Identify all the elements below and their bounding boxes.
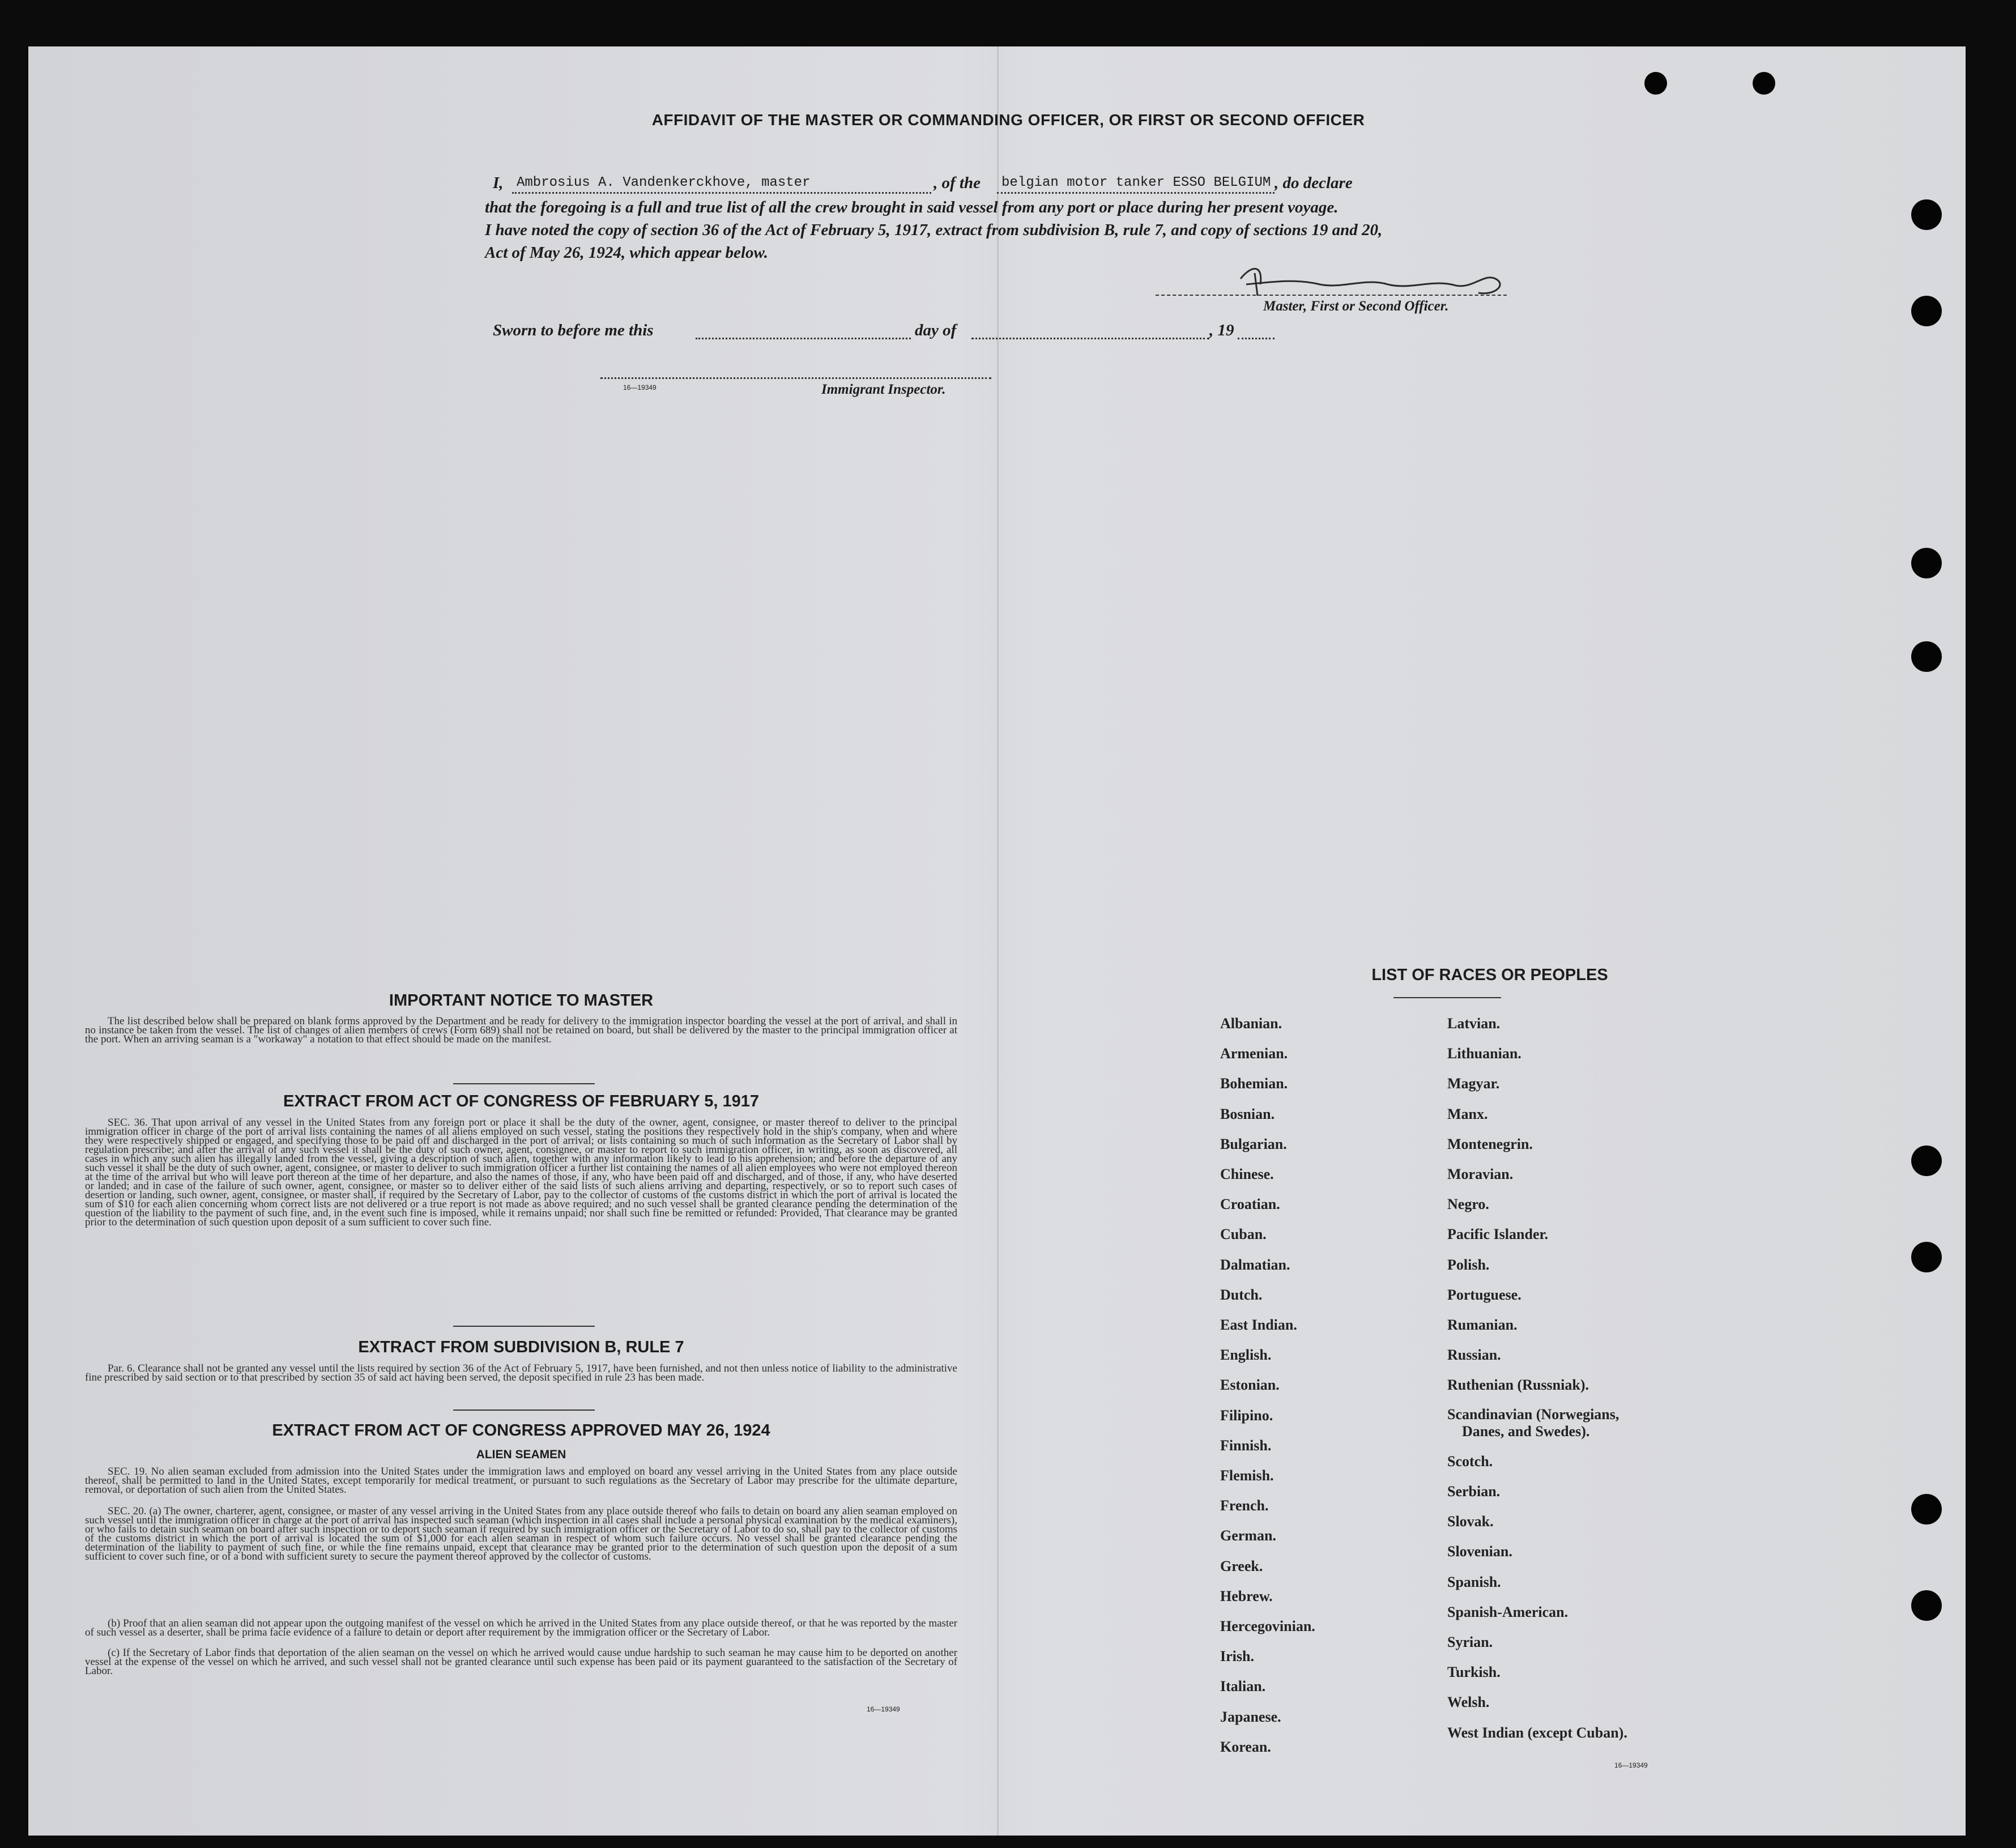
do-declare-label: , do declare [1275,174,1353,192]
rule7-title: EXTRACT FROM SUBDIVISION B, RULE 7 [358,1338,684,1356]
center-fold [997,46,999,1836]
divider [453,1410,595,1411]
race-item: Dutch. [1220,1286,1263,1303]
race-item: Korean. [1220,1738,1271,1755]
race-item: Japanese. [1220,1708,1281,1725]
race-item: Irish. [1220,1648,1254,1665]
vessel-line [997,192,1275,194]
race-item: Ruthenian (Russniak). [1447,1377,1589,1394]
master-name-line [512,192,931,194]
vessel-name: belgian motor tanker ESSO BELGIUM [1001,175,1271,190]
race-item: Scandinavian (Norwegians, Danes, and Swedes). [1447,1406,1619,1440]
affidavit-line-1 [493,174,1626,197]
year-label: , 19 [1209,321,1234,339]
race-item: Moravian. [1447,1166,1514,1182]
race-item: Slovak. [1447,1513,1494,1530]
extract-form-number: 16—19349 [867,1705,900,1713]
extract-1924-sec20a: SEC. 20. (a) The owner, charterer, agent, consignee, or master of any vessel arriving in the United States from any place outside thereof who fails to detain on board any alien seaman employed on such vessel until the immigration officer in charge at the port of arrival has inspected such seaman (which inspection in all cases shall include a personal physical examination by the medical examiners), or who fails to detain such seaman on board after such inspection or to deport such seaman if required by such immigration officer or the Secretary of Labor to do so, shall pay to the collector of customs of the customs district in which the port of arrival is located the sum of $1,000 for each alien seaman in respect of whom such failure occurs. No vessel shall be granted clearance pending the determination of the liability to payment of such fine, or while the fine remains unpaid, except that clearance may be granted prior to the determination of such question upon the deposit of a sum sufficient to cover such fine, or of a bond with sufficient surety to secure the payment thereof approved by the collector of customs. [85,1505,957,1562]
race-item: Lithuanian. [1447,1045,1521,1062]
sworn-label: Sworn to before me this [493,321,654,339]
race-item: Greek. [1220,1557,1263,1574]
punch-hole-icon [1911,1590,1942,1621]
race-item: Croatian. [1220,1196,1280,1213]
race-item: East Indian. [1220,1317,1297,1333]
extract-1924-subtitle: ALIEN SEAMEN [476,1448,566,1461]
affidavit-form-number: 16—19349 [623,384,657,391]
race-item: Flemish. [1220,1467,1274,1484]
races-divider [1393,997,1501,998]
race-item: Latvian. [1447,1015,1501,1032]
extract-1924-sec20c: (c) If the Secretary of Labor finds that deportation of the alien seaman on the vessel on which he arrived would cause undue hardship to such seaman he may cause him to be deported on another vessel at the expense of the vessel on which he arrived, and such vessel shall not be granted clearance until such expense has been paid or its payment guaranteed to the satisfaction of the Secretary of Labor. [85,1647,957,1677]
punch-hole-icon [1911,641,1942,672]
punch-hole-icon [1911,1494,1942,1525]
race-item: West Indian (except Cuban). [1447,1724,1627,1741]
race-item: Hercegovinian. [1220,1618,1315,1634]
race-item: German. [1220,1527,1276,1544]
extract-1924-sec19: SEC. 19. No alien seaman excluded from admission into the United States under the immigration laws and employed on board any vessel arriving in the United States from any place outside thereof, shall be permitted to land in the United States, except temporarily for medical treatment, or pursuant to such regulations as the Secretary of Labor may prescribe for the ultimate departure, removal, or deportation of such alien from the United States. [85,1466,957,1496]
race-item: Portuguese. [1447,1286,1521,1303]
race-item: Manx. [1447,1105,1488,1122]
race-item: Spanish. [1447,1573,1501,1590]
inspector-caption: Immigrant Inspector. [821,382,946,397]
race-item: Magyar. [1447,1075,1500,1092]
punch-hole-icon [1911,548,1942,578]
races-form-number: 16—19349 [1614,1761,1648,1769]
race-item: Spanish-American. [1447,1603,1569,1620]
master-name: Ambrosius A. Vandenkerckhove, master [517,175,811,190]
rule7-body: Par. 6. Clearance shall not be granted any vessel until the lists required by section 36 of the Act of February 5, 1917, have been furnished, and not then unless notice of liability to the administrative fine prescribed by said section or to that prescribed by section 35 of said act having been served, the deposit specified in rule 23 has been made. [85,1362,957,1383]
race-item: Bohemian. [1220,1075,1288,1092]
punch-hole-icon [1911,1146,1942,1176]
race-item: Pacific Islander. [1447,1226,1549,1243]
i-label: I, [493,174,504,192]
punch-hole-icon [1644,72,1667,95]
of-the-label: , of the [934,174,981,192]
race-item: Cuban. [1220,1226,1267,1243]
race-item: Italian. [1220,1678,1266,1695]
race-item: Bulgarian. [1220,1135,1287,1152]
race-item: Armenian. [1220,1045,1288,1062]
race-item: Rumanian. [1447,1317,1518,1333]
extract-1924-sec20b: (b) Proof that an alien seaman did not appear upon the outgoing manifest of the vessel on which he arrived in the United States from any place outside thereof, or that he was reported by the master of such vessel as a deserter, shall be prima facie evidence of a failure to detain or deport after requirement by the immigration officer or the Secretary of Labor. [85,1617,957,1638]
race-item: Russian. [1447,1347,1501,1364]
affidavit-line-2: that the foregoing is a full and true list of all the crew brought in said vessel from any port or place during her present voyage. [485,198,1339,216]
extract-1917-body: SEC. 36. That upon arrival of any vessel in the United States from any foreign port or place it shall be the duty of the owner, agent, consignee, or master thereof to deliver to the principal immigration officer in charge of the port of arrival lists containing the names of all aliens employed on such vessel, stating the positions they respectively hold in the ship's company, when and where they were respectively shipped or engaged, and specifying those to be paid off and discharged in the port of arrival; or lists containing so much of such information as the Secretary of Labor shall by regulation prescribe; and after the arrival of any such vessel it shall be the duty of such owner, agent, consignee, or master to report to such immigration officer, in writing, as soon as discovered, all cases in which any such alien has illegally landed from the vessel, giving a description of such alien, together with any information likely to lead to his apprehension; and before the departure of any such vessel it shall be the duty of such owner, agent, consignee, or master to deliver to such immigration officer a further list containing the names of all alien employees who were not employed thereon at the time of the arrival but who will leave port thereon at the time of her departure, and also the names of those, if any, who have been paid off and discharged, and of those, if any, who have deserted or landed; and in case of the failure of such owner, agent, consignee, or master so to deliver either of the said lists of such aliens arriving and departing, respectively, or so to report such cases of desertion or landing, such owner, agent, consignee, or master shall, if required by the Secretary of Labor, pay to the collector of customs of the customs district in which the port of arrival is located the sum of $10 for each alien concerning whom correct lists are not delivered or a true report is not made as above required; and no such vessel shall be granted clearance pending the determination of the question of the liability to the payment of such fine, and, in the event such fine is imposed, while it remains unpaid; nor shall such fine be remitted or refunded: Provided, That clearance may be granted prior to the determination of such question upon deposit of a sum sufficient to cover such fine. [85,1117,957,1228]
race-item: Scotch. [1447,1453,1493,1470]
document-sheet [28,46,1966,1836]
sworn-month-line [971,338,1209,339]
race-item: Slovenian. [1447,1543,1512,1560]
punch-hole-icon [1911,296,1942,326]
day-of-label: day of [915,321,957,339]
race-item: Polish. [1447,1256,1490,1273]
race-item: Serbian. [1447,1483,1501,1500]
signature-caption: Master, First or Second Officer. [1263,299,1449,314]
sworn-year-line [1238,338,1275,339]
race-item: Bosnian. [1220,1105,1275,1122]
race-item: Dalmatian. [1220,1256,1290,1273]
race-item: Negro. [1447,1196,1489,1213]
inspector-line [600,377,991,379]
race-item: Filipino. [1220,1407,1273,1424]
race-item: Finnish. [1220,1437,1272,1454]
races-title: LIST OF RACES OR PEOPLES [1371,966,1608,984]
race-item: Hebrew. [1220,1587,1273,1604]
race-item: Albanian. [1220,1015,1282,1032]
notice-title: IMPORTANT NOTICE TO MASTER [389,991,654,1010]
affidavit-title: AFFIDAVIT OF THE MASTER OR COMMANDING OFFICER, OR FIRST OR SECOND OFFICER [651,111,1365,129]
divider [453,1083,595,1084]
signature-line [1156,295,1507,296]
affidavit-line-3: I have noted the copy of section 36 of the Act of February 5, 1917, extract from subdivision B, rule 7, and copy of sections 19 and 20, [485,221,1383,239]
race-item: Chinese. [1220,1166,1274,1182]
sworn-day-line [696,338,911,339]
race-item: Welsh. [1447,1694,1490,1711]
extract-1924-title: EXTRACT FROM ACT OF CONGRESS APPROVED MAY 26, 1924 [272,1421,770,1440]
race-item: Estonian. [1220,1377,1280,1394]
race-item: Syrian. [1447,1634,1493,1650]
divider [453,1326,595,1327]
race-item: French. [1220,1497,1269,1514]
race-item: English. [1220,1347,1272,1364]
notice-body: The list described below shall be prepared on blank forms approved by the Department and be ready for delivery to the immigration inspector boarding the vessel at the port of arrival, and shall in no instance be taken from the vessel. The list of changes of alien members of crews (Form 689) shall not be retained on board, but shall be delivered by the master to the principal immigration officer at the port. When an arriving seaman is a "workaway" a notation to that effect should be made on the manifest. [85,1015,957,1045]
race-item: Turkish. [1447,1664,1501,1681]
race-item: Montenegrin. [1447,1135,1533,1152]
punch-hole-icon [1911,1242,1942,1272]
affidavit-line-4: Act of May 26, 1924, which appear below. [485,244,768,262]
punch-hole-icon [1911,199,1942,230]
punch-hole-icon [1753,72,1775,95]
extract-1917-title: EXTRACT FROM ACT OF CONGRESS OF FEBRUARY 5, 1917 [283,1092,760,1110]
